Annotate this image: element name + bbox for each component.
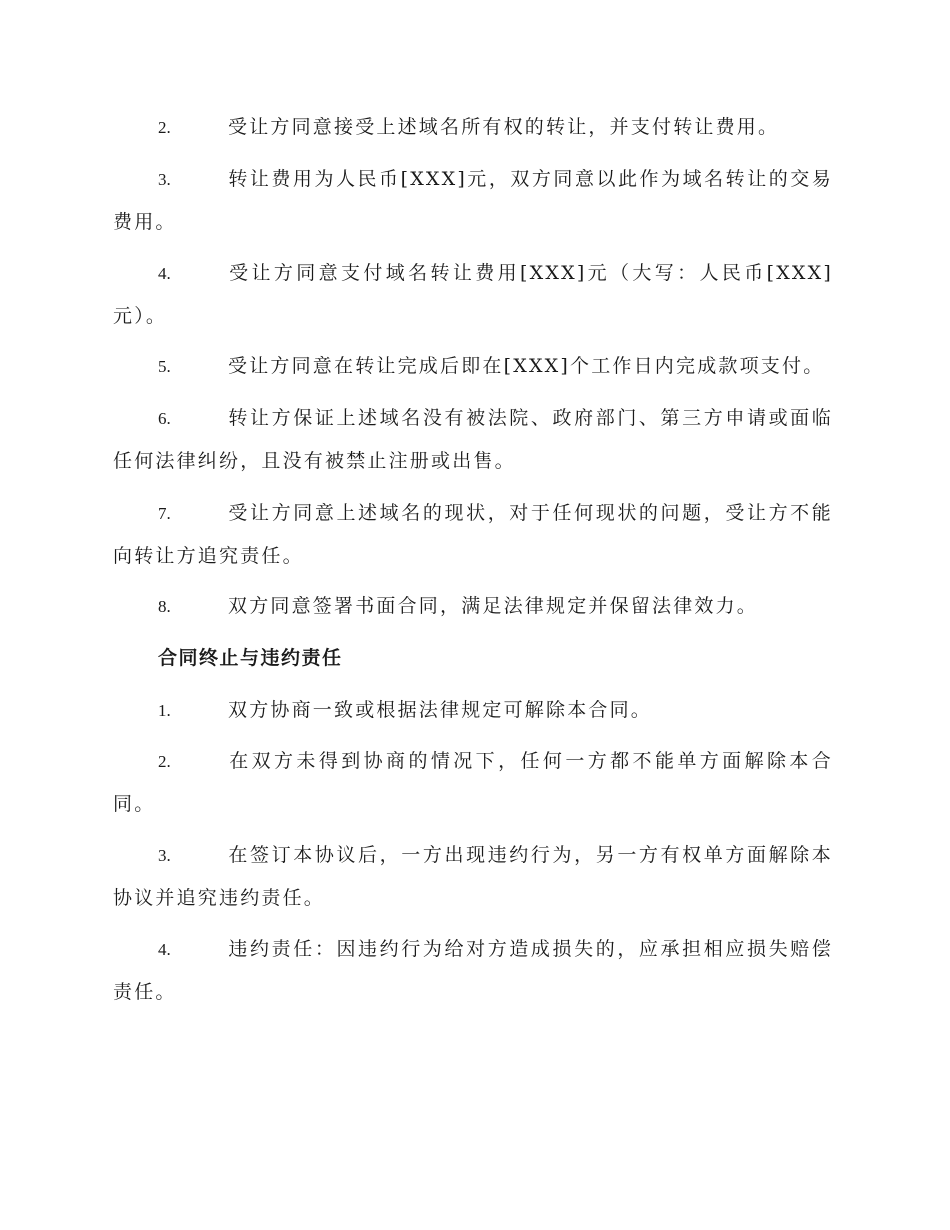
clause-number: 8.	[158, 597, 171, 616]
section-heading: 合同终止与违约责任	[158, 647, 343, 669]
clause-4	[113, 252, 833, 337]
clause-text: 在双方未得到协商的情况下，任何一方都不能单方面解除本合同。	[113, 750, 833, 815]
clause-number: 1.	[158, 701, 171, 720]
clause-number: 5.	[158, 357, 171, 376]
clause-number: 3.	[158, 170, 171, 189]
clause-text: 受让方同意在转让完成后即在[XXX]个工作日内完成款项支付。	[228, 355, 825, 377]
clause-number: 4.	[158, 264, 171, 283]
clause-text: 受让方同意接受上述域名所有权的转让，并支付转让费用。	[228, 116, 780, 138]
clause-3	[113, 158, 833, 243]
clause-number: 6.	[158, 409, 171, 428]
clause-text: 转让费用为人民币[XXX]元，双方同意以此作为域名转让的交易费用。	[113, 168, 833, 233]
termination-clause-1	[113, 689, 833, 732]
clause-text: 在签订本协议后，一方出现违约行为，另一方有权单方面解除本协议并追究违约责任。	[113, 844, 833, 909]
clause-2	[113, 106, 833, 149]
clause-number: 7.	[158, 504, 171, 523]
clause-7	[113, 492, 833, 577]
clause-number: 2.	[158, 118, 171, 137]
clause-text: 受让方同意支付域名转让费用[XXX]元（大写：人民币[XXX]元）。	[113, 262, 833, 327]
clause-text: 受让方同意上述域名的现状，对于任何现状的问题，受让方不能向转让方追究责任。	[113, 502, 833, 567]
termination-clause-4	[113, 928, 833, 1013]
clause-5	[113, 345, 833, 388]
clause-8	[113, 585, 833, 628]
termination-clause-3	[113, 834, 833, 919]
clause-text: 双方协商一致或根据法律规定可解除本合同。	[228, 699, 653, 721]
clause-number: 3.	[158, 846, 171, 865]
clause-6	[113, 397, 833, 482]
clause-text: 双方同意签署书面合同，满足法律规定并保留法律效力。	[228, 595, 759, 617]
termination-clause-2	[113, 740, 833, 825]
clause-text: 转让方保证上述域名没有被法院、政府部门、第三方申请或面临任何法律纠纷，且没有被禁止注册或出售。	[113, 407, 833, 472]
clause-text: 违约责任：因违约行为给对方造成损失的，应承担相应损失赔偿责任。	[113, 938, 833, 1003]
clause-number: 4.	[158, 940, 171, 959]
clause-number: 2.	[158, 752, 171, 771]
